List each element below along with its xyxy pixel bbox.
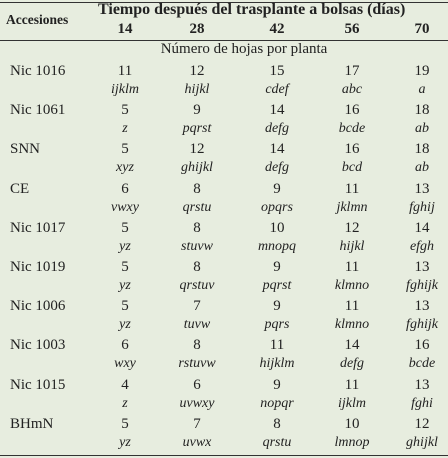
leaf-count: 19 (414, 63, 430, 79)
significance-letters: rstuvw (178, 356, 216, 372)
leaf-count: 10 (344, 415, 360, 432)
accession-name: SNN (10, 141, 41, 158)
significance-letters: yz (119, 434, 131, 450)
accession-name: Nic 1003 (10, 337, 66, 354)
leaf-count: 8 (193, 259, 201, 275)
accession-name: BHmN (10, 415, 54, 432)
leaf-count: 17 (344, 63, 360, 79)
leaf-count: 14 (269, 102, 285, 119)
leaf-count: 18 (414, 102, 430, 119)
leaf-count: 8 (193, 337, 201, 354)
significance-letters: uvwxy (179, 395, 215, 411)
significance-letters: wxy (114, 356, 136, 372)
accession-name: Nic 1019 (10, 259, 66, 275)
leaf-count: 9 (193, 102, 201, 119)
day-header-42: 42 (269, 21, 285, 37)
leaf-count: 13 (414, 259, 430, 275)
accession-name: Nic 1016 (10, 63, 66, 79)
leaf-count: 5 (121, 415, 129, 432)
leaf-count: 9 (273, 376, 281, 393)
leaf-count: 8 (193, 180, 201, 197)
significance-letters: xyz (116, 160, 134, 176)
significance-letters: ijklm (338, 395, 366, 411)
leaf-count: 5 (121, 141, 129, 158)
significance-letters: cdef (265, 82, 289, 97)
significance-letters: fghi (411, 395, 433, 411)
significance-letters: qrstuv (179, 278, 215, 293)
leaf-count: 8 (193, 219, 201, 236)
significance-letters: defg (264, 160, 290, 176)
leaf-count: 16 (414, 337, 430, 354)
significance-letters: ijklm (111, 82, 139, 97)
leaf-count: 14 (414, 219, 430, 236)
significance-letters: hijkl (339, 238, 365, 254)
significance-letters: opqrs (261, 199, 293, 215)
day-header-14: 14 (117, 21, 133, 37)
significance-letters: bcd (341, 160, 363, 176)
leaf-count: 9 (273, 259, 281, 275)
leaf-count: 6 (121, 180, 129, 197)
significance-letters: fghijk (406, 317, 438, 333)
significance-letters: ab (415, 160, 429, 176)
significance-letters: jklmn (336, 199, 368, 215)
time-header: Tiempo después del trasplante a bolsas (días) (98, 1, 406, 18)
significance-letters: z (122, 395, 128, 411)
leaf-count: 9 (273, 180, 281, 197)
accession-name: Nic 1061 (10, 102, 66, 119)
significance-letters: defg (339, 356, 365, 372)
leaf-count: 12 (414, 415, 430, 432)
significance-letters: yz (119, 278, 131, 293)
leaf-count: 4 (121, 376, 129, 393)
significance-letters: fghijk (406, 278, 438, 293)
leaf-count: 9 (273, 298, 281, 315)
significance-letters: tuvw (183, 317, 211, 333)
leaf-count: 5 (121, 298, 129, 315)
leaf-count: 16 (344, 141, 360, 158)
significance-letters: ghijkl (406, 434, 438, 450)
significance-letters: pqrst (262, 278, 292, 293)
significance-letters: stuvw (181, 238, 213, 254)
leaf-count: 14 (344, 337, 360, 354)
day-header-70: 70 (414, 21, 430, 37)
accesiones-header: Accesiones (6, 12, 69, 27)
significance-letters: klmno (334, 317, 370, 333)
leaf-count: 12 (189, 141, 205, 158)
leaf-count: 12 (189, 63, 205, 79)
accession-name: Nic 1006 (10, 298, 66, 315)
leaf-count: 13 (414, 180, 430, 197)
significance-letters: efgh (409, 238, 435, 254)
leaf-count: 5 (121, 219, 129, 236)
significance-letters: yz (119, 317, 131, 333)
leaf-count: 15 (269, 63, 285, 79)
leaf-count: 12 (344, 219, 360, 236)
leaf-count: 11 (344, 259, 360, 275)
accession-name: CE (10, 180, 30, 197)
leaf-count: 18 (414, 141, 430, 158)
significance-letters: uvwx (182, 434, 212, 450)
leaf-count: 13 (414, 298, 430, 315)
day-header-56: 56 (344, 21, 360, 37)
leaf-count: 10 (269, 219, 285, 236)
leaf-count: 16 (344, 102, 360, 119)
significance-letters: bcde (338, 121, 366, 137)
significance-letters: qrstu (182, 199, 212, 215)
significance-letters: ghijkl (181, 160, 213, 176)
leaf-count: 6 (193, 376, 201, 393)
leaf-count: 11 (344, 298, 360, 315)
leaf-count: 11 (269, 337, 285, 354)
significance-letters: hijkl (184, 82, 210, 97)
leaf-count: 5 (121, 259, 129, 275)
accession-name: Nic 1015 (10, 376, 66, 393)
significance-letters: klmno (334, 278, 370, 293)
leaf-count: 11 (344, 376, 360, 393)
significance-letters: fghij (409, 199, 435, 215)
significance-letters: ab (415, 121, 429, 137)
bottom-rule (0, 455, 448, 456)
leaf-count: 7 (193, 415, 201, 432)
significance-letters: mnopq (257, 238, 297, 254)
leaf-count: 11 (117, 63, 133, 79)
leaf-count: 14 (269, 141, 285, 158)
table-subtitle: Número de hojas por planta (160, 41, 328, 57)
significance-letters: qrstu (262, 434, 292, 450)
significance-letters: nopqr (260, 395, 294, 411)
accession-name: Nic 1017 (10, 219, 66, 236)
significance-letters: defg (264, 121, 290, 137)
significance-letters: yz (119, 238, 131, 254)
leaf-count: 7 (193, 298, 201, 315)
significance-letters: hijklm (259, 356, 295, 372)
significance-letters: abc (341, 82, 363, 97)
leaf-count: 5 (121, 102, 129, 119)
significance-letters: pqrst (182, 121, 212, 137)
significance-letters: bcde (408, 356, 436, 372)
leaf-count: 8 (273, 415, 281, 432)
significance-letters: z (122, 121, 128, 137)
leaf-count: 13 (414, 376, 430, 393)
significance-letters: a (418, 82, 426, 97)
leaf-count: 11 (344, 180, 360, 197)
significance-letters: lmnop (334, 434, 370, 450)
significance-letters: vwxy (111, 199, 139, 215)
leaf-count: 6 (121, 337, 129, 354)
significance-letters: pqrs (264, 317, 290, 333)
day-header-28: 28 (189, 21, 205, 37)
